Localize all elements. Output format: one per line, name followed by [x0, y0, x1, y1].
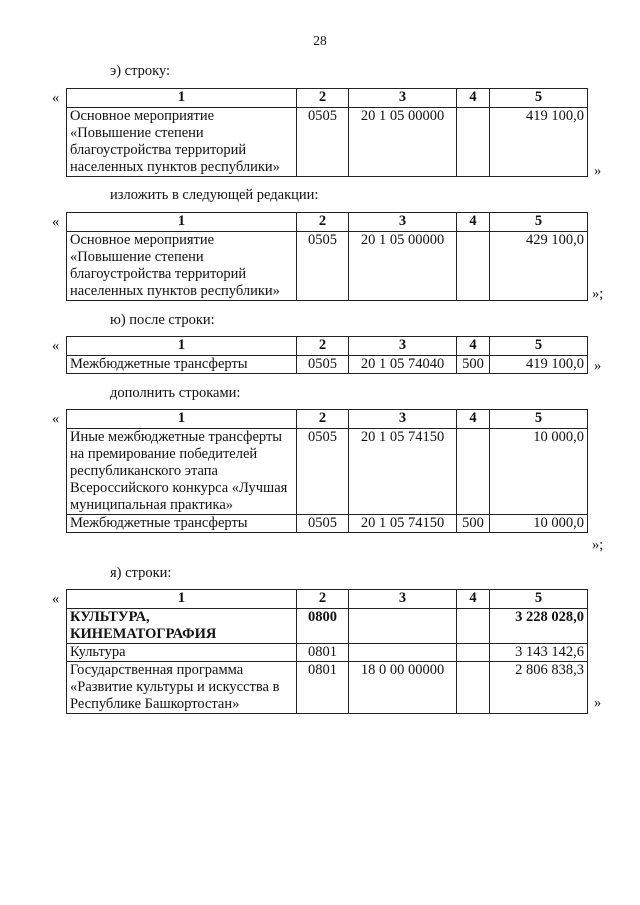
header-cell: 3 [349, 337, 457, 356]
section-intro: э) строку: [110, 63, 171, 79]
open-quote: « [52, 90, 60, 106]
table-header-row [67, 213, 588, 232]
section-code: 0505 [297, 515, 349, 533]
section-intro: ю) после строки: [110, 312, 215, 328]
section-code: 0505 [297, 429, 349, 515]
expense-type [457, 609, 490, 644]
header-cell: 3 [349, 590, 457, 609]
row-name: Культура [67, 644, 297, 662]
header-cell: 2 [297, 410, 349, 429]
section-code: 0505 [297, 232, 349, 301]
target-code [349, 644, 457, 662]
target-code: 20 1 05 00000 [349, 108, 457, 177]
row-name: Межбюджетные трансферты [67, 515, 297, 533]
expense-type [457, 662, 490, 714]
section-code: 0505 [297, 356, 349, 374]
header-cell: 2 [297, 337, 349, 356]
amount: 3 143 142,6 [490, 644, 588, 662]
section-code: 0801 [297, 662, 349, 714]
table-row [67, 356, 588, 374]
table-row [67, 609, 588, 644]
target-code: 18 0 00 00000 [349, 662, 457, 714]
close-quote: » [594, 695, 602, 711]
amount: 419 100,0 [490, 356, 588, 374]
table-row [67, 108, 588, 177]
amendment-table [66, 336, 588, 374]
table-header-row [67, 590, 588, 609]
section-intro: я) строки: [110, 565, 172, 581]
header-cell: 2 [297, 89, 349, 108]
table-row [67, 644, 588, 662]
row-name: Межбюджетные трансферты [67, 356, 297, 374]
section-intro: изложить в следующей редакции: [110, 187, 319, 203]
expense-type: 500 [457, 356, 490, 374]
target-code: 20 1 05 74150 [349, 515, 457, 533]
header-cell: 3 [349, 89, 457, 108]
table-header-row [67, 89, 588, 108]
expense-type: 500 [457, 515, 490, 533]
header-cell: 5 [490, 213, 588, 232]
table-row [67, 662, 588, 714]
page-number: 28 [313, 33, 327, 48]
header-cell: 3 [349, 213, 457, 232]
amount: 2 806 838,3 [490, 662, 588, 714]
header-cell: 1 [67, 213, 297, 232]
row-name: Основное мероприятие «Повышение степени благоустройства территорий населенных пунктов республики» [67, 232, 297, 301]
row-name: Иные межбюджетные трансферты на премирование победителей республиканского этапа Всероссийского конкурса «Лучшая муниципальная практика» [67, 429, 297, 515]
header-cell: 5 [490, 590, 588, 609]
amendment-table [66, 88, 588, 177]
open-quote: « [52, 338, 60, 354]
header-cell: 4 [457, 410, 490, 429]
table-row [67, 232, 588, 301]
header-cell: 4 [457, 89, 490, 108]
row-name: Основное мероприятие «Повышение степени благоустройства территорий населенных пунктов республики» [67, 108, 297, 177]
amount: 10 000,0 [490, 515, 588, 533]
open-quote: « [52, 214, 60, 230]
header-cell: 3 [349, 410, 457, 429]
header-cell: 5 [490, 89, 588, 108]
header-cell: 1 [67, 590, 297, 609]
amendment-table [66, 212, 588, 301]
table-row [67, 429, 588, 515]
amendment-table [66, 589, 588, 714]
target-code [349, 609, 457, 644]
expense-type [457, 429, 490, 515]
header-cell: 1 [67, 337, 297, 356]
section-code: 0505 [297, 108, 349, 177]
row-name: Государственная программа «Развитие культуры и искусства в Республике Башкортостан» [67, 662, 297, 714]
section-code: 0801 [297, 644, 349, 662]
header-cell: 2 [297, 590, 349, 609]
header-cell: 4 [457, 213, 490, 232]
table-row [67, 515, 588, 533]
header-cell: 1 [67, 89, 297, 108]
header-cell: 4 [457, 337, 490, 356]
header-cell: 5 [490, 410, 588, 429]
table-header-row [67, 410, 588, 429]
open-quote: « [52, 591, 60, 607]
close-quote: » [594, 163, 602, 179]
expense-type [457, 644, 490, 662]
amendment-table [66, 409, 588, 533]
target-code: 20 1 05 74040 [349, 356, 457, 374]
header-cell: 4 [457, 590, 490, 609]
expense-type [457, 108, 490, 177]
close-quote: »; [592, 537, 604, 553]
header-cell: 5 [490, 337, 588, 356]
row-name: КУЛЬТУРА, КИНЕМАТОГРАФИЯ [67, 609, 297, 644]
target-code: 20 1 05 74150 [349, 429, 457, 515]
table-header-row [67, 337, 588, 356]
amount: 419 100,0 [490, 108, 588, 177]
amount: 10 000,0 [490, 429, 588, 515]
section-intro: дополнить строками: [110, 385, 241, 401]
expense-type [457, 232, 490, 301]
amount: 429 100,0 [490, 232, 588, 301]
target-code: 20 1 05 00000 [349, 232, 457, 301]
section-code: 0800 [297, 609, 349, 644]
close-quote: »; [592, 286, 604, 302]
header-cell: 1 [67, 410, 297, 429]
amount: 3 228 028,0 [490, 609, 588, 644]
header-cell: 2 [297, 213, 349, 232]
open-quote: « [52, 411, 60, 427]
close-quote: » [594, 358, 602, 374]
